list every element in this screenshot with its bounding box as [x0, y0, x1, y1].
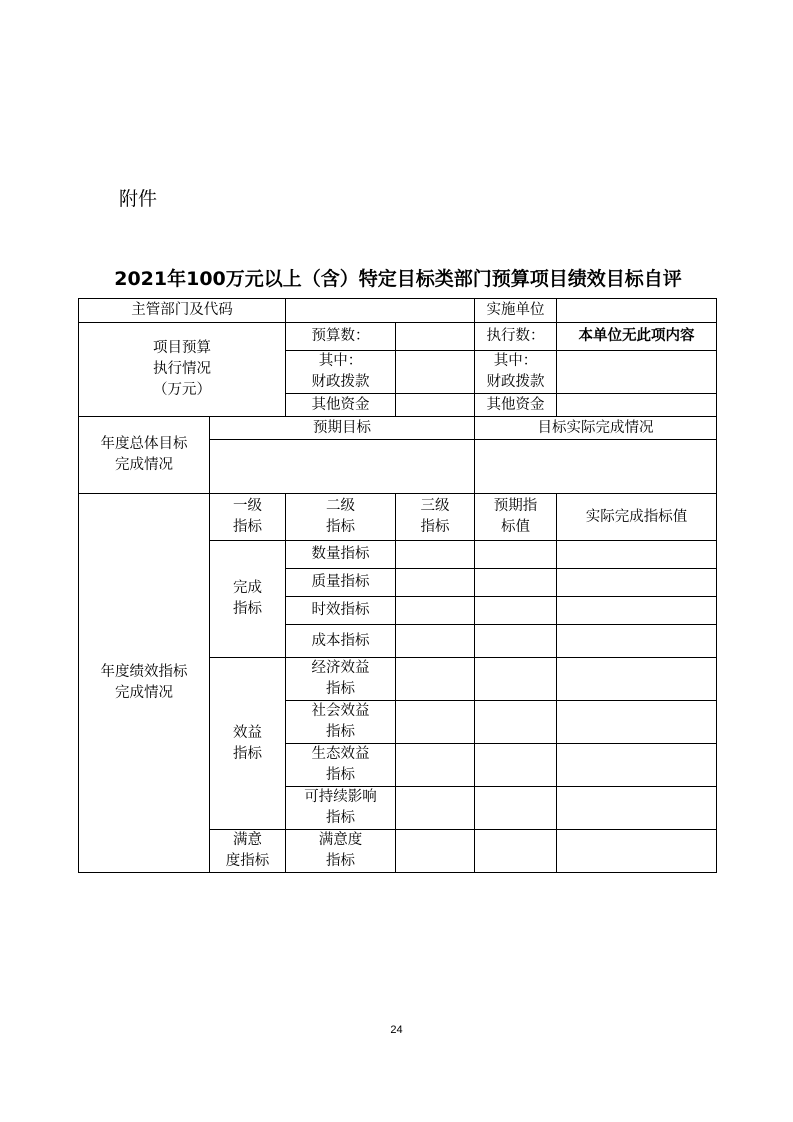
fiscal-executed-value-cell[interactable]	[557, 351, 717, 394]
header-level3	[396, 494, 475, 541]
among-line: 其中：	[493, 353, 538, 369]
header-line: 指标	[420, 519, 450, 535]
actual-value-cell[interactable]	[557, 744, 717, 787]
indicator-line: 社会效益	[311, 703, 370, 719]
header-level2	[286, 494, 396, 541]
indicator-line: 指标	[326, 810, 355, 826]
indicator-line: 生态效益	[311, 746, 370, 762]
header-line: 预期指	[493, 498, 538, 514]
level3-cell[interactable]	[396, 658, 475, 701]
actual-value-cell[interactable]	[557, 830, 717, 873]
budget-amount-value-cell[interactable]	[396, 323, 475, 351]
actual-value-cell[interactable]	[557, 658, 717, 701]
perf-label-line: 完成情况	[115, 685, 173, 701]
actual-goal-label: 目标实际完成情况	[475, 417, 717, 440]
actual-value-cell[interactable]	[557, 569, 717, 597]
executed-amount-label: 执行数：	[475, 323, 557, 351]
level3-cell[interactable]	[396, 569, 475, 597]
header-line: 三级	[420, 498, 450, 514]
actual-value-cell[interactable]	[557, 597, 717, 625]
overall-goal-line: 年度总体目标	[100, 436, 188, 452]
benefit-group-label	[210, 658, 286, 830]
level3-cell[interactable]	[396, 541, 475, 569]
overall-goal-label	[79, 417, 210, 494]
perf-label-line: 年度绩效指标	[100, 664, 188, 680]
expected-value-cell[interactable]	[475, 569, 557, 597]
expected-goal-value-cell[interactable]	[210, 440, 475, 494]
budget-label-line: 项目预算	[153, 340, 211, 356]
indicator-line: 满意度	[318, 832, 363, 848]
expected-value-cell[interactable]	[475, 658, 557, 701]
among-line: 财政拨款	[311, 374, 370, 390]
annual-performance-label	[79, 494, 210, 873]
satisfaction-group-label	[210, 830, 286, 873]
among-line: 财政拨款	[486, 374, 545, 390]
completion-group-label	[210, 541, 286, 658]
header-line: 标值	[501, 519, 530, 535]
group-line: 度指标	[225, 853, 270, 869]
page-number: 24	[390, 1024, 403, 1036]
header-actual-value: 实际完成指标值	[557, 494, 717, 541]
indicator-sustainability	[286, 787, 396, 830]
indicator-timeliness: 时效指标	[286, 597, 396, 625]
group-line: 指标	[233, 601, 262, 617]
actual-goal-value-cell[interactable]	[475, 440, 717, 494]
indicator-quality: 质量指标	[286, 569, 396, 597]
level3-cell[interactable]	[396, 744, 475, 787]
indicator-line: 指标	[326, 681, 355, 697]
budget-execution-label	[79, 323, 286, 417]
header-level1	[210, 494, 286, 541]
dept-label: 主管部门及代码	[79, 299, 286, 323]
impl-unit-value-cell[interactable]	[557, 299, 717, 323]
expected-value-cell[interactable]	[475, 744, 557, 787]
indicator-economic	[286, 658, 396, 701]
group-line: 满意	[233, 832, 262, 848]
group-line: 完成	[233, 580, 262, 596]
header-line: 指标	[326, 519, 355, 535]
expected-value-cell[interactable]	[475, 787, 557, 830]
level3-cell[interactable]	[396, 597, 475, 625]
executed-note: 本单位无此项内容	[557, 323, 717, 351]
indicator-cost: 成本指标	[286, 625, 396, 658]
fiscal-among-label	[286, 351, 396, 394]
performance-evaluation-table	[78, 298, 717, 873]
dept-value-cell[interactable]	[286, 299, 475, 323]
actual-value-cell[interactable]	[557, 701, 717, 744]
impl-unit-label: 实施单位	[475, 299, 557, 323]
level3-cell[interactable]	[396, 625, 475, 658]
budget-amount-label: 预算数：	[286, 323, 396, 351]
level3-cell[interactable]	[396, 830, 475, 873]
group-line: 指标	[233, 745, 262, 762]
actual-value-cell[interactable]	[557, 541, 717, 569]
actual-value-cell[interactable]	[557, 625, 717, 658]
expected-value-cell[interactable]	[475, 541, 557, 569]
header-line: 二级	[326, 498, 355, 514]
group-line: 效益	[233, 724, 262, 741]
expected-value-cell[interactable]	[475, 625, 557, 658]
indicator-ecological	[286, 744, 396, 787]
indicator-line: 指标	[326, 853, 355, 869]
indicator-line: 可持续影响	[304, 789, 377, 805]
overall-goal-line: 完成情况	[115, 457, 173, 473]
fiscal-value-cell[interactable]	[396, 351, 475, 394]
budget-label-line: 执行情况	[153, 361, 211, 377]
among-line: 其中：	[318, 353, 363, 369]
header-line: 指标	[233, 519, 262, 535]
attachment-label: 附件	[119, 188, 158, 210]
header-line: 一级	[233, 498, 262, 514]
other-funds-value-cell[interactable]	[396, 394, 475, 417]
expected-value-cell[interactable]	[475, 597, 557, 625]
actual-value-cell[interactable]	[557, 787, 717, 830]
indicator-line: 指标	[326, 724, 355, 740]
expected-value-cell[interactable]	[475, 830, 557, 873]
indicator-line: 经济效益	[311, 660, 370, 676]
budget-label-line: （万元）	[153, 382, 211, 398]
other-funds-label: 其他资金	[286, 394, 396, 417]
level3-cell[interactable]	[396, 787, 475, 830]
other-funds-executed-value-cell[interactable]	[557, 394, 717, 417]
indicator-quantity: 数量指标	[286, 541, 396, 569]
expected-value-cell[interactable]	[475, 701, 557, 744]
indicator-line: 指标	[326, 767, 355, 783]
document-title: 2021年100万元以上（含）特定目标类部门预算项目绩效目标自评	[114, 268, 682, 290]
level3-cell[interactable]	[396, 701, 475, 744]
header-expected-value	[475, 494, 557, 541]
indicator-satisfaction	[286, 830, 396, 873]
indicator-social	[286, 701, 396, 744]
other-funds-label-2: 其他资金	[475, 394, 557, 417]
fiscal-among-label-2	[475, 351, 557, 394]
expected-goal-label: 预期目标	[210, 417, 475, 440]
